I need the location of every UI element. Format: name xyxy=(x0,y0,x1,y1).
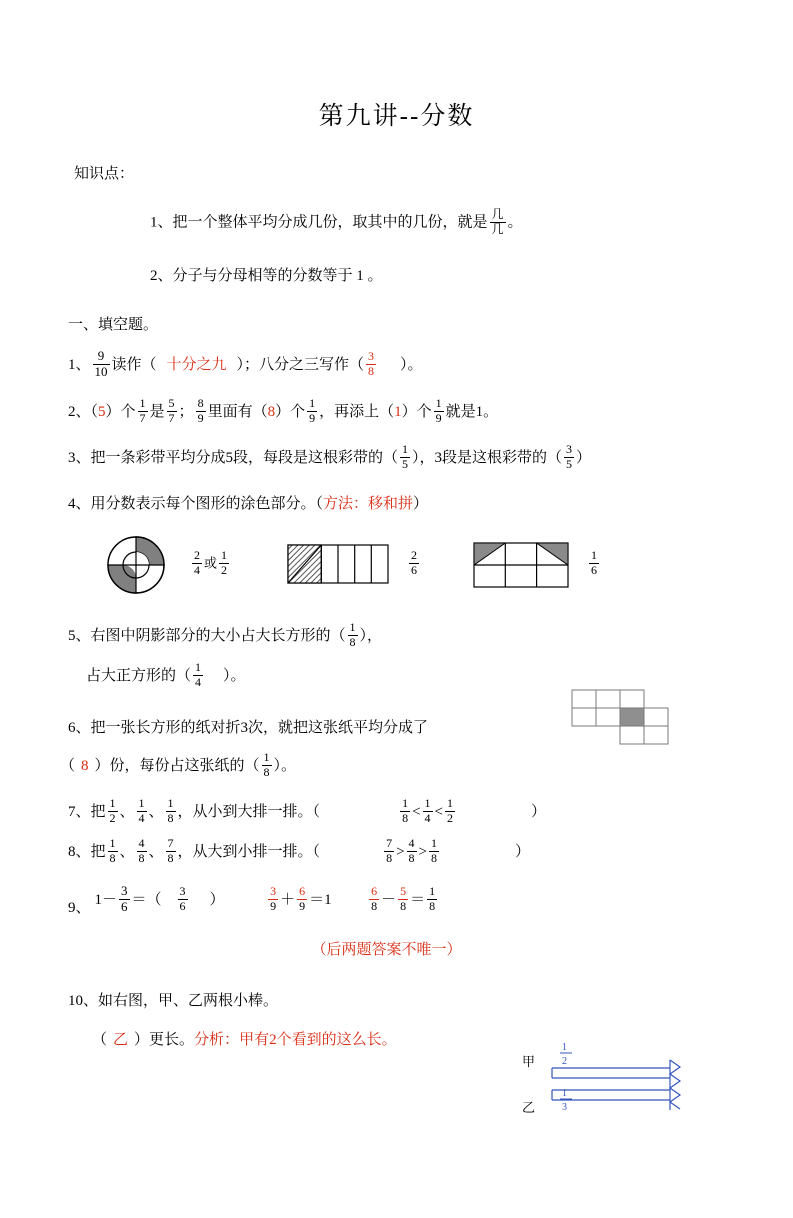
question-9 xyxy=(68,882,793,916)
q4-fig1-answer xyxy=(190,550,231,579)
q10-analysis-label: 分析： xyxy=(194,1031,240,1048)
q8-t4: ，从大到小排一排。（ xyxy=(177,843,321,860)
q1-lead: 1、 xyxy=(68,356,91,373)
q8-t1: 8、把 xyxy=(68,843,106,860)
q9-e3-frac-a: $\frac{6}{8}$ xyxy=(371,883,378,913)
q8-ans-frac-b: $\frac{4}{8}$ xyxy=(408,835,415,865)
section-1-title: 一、填空题。 xyxy=(68,316,159,333)
q9-e3-result-frac: $\frac{1}{8}$ xyxy=(429,883,436,913)
q5-frac-1-4: $\frac{1}{4}$ xyxy=(195,659,202,689)
q9-e1-mid: ＝（ xyxy=(131,891,162,908)
q4-fig2-frac: $\frac{2}{6}$ xyxy=(411,548,418,578)
q4-method-label: 方法： xyxy=(323,495,369,512)
q9-note: （后两题答案不唯一） xyxy=(311,941,462,958)
q2-answer-2: 8 xyxy=(267,403,276,420)
q2-t7: ）个 xyxy=(401,403,432,420)
q6-t1: 6、把一张长方形的纸对折3次，就把这张纸平均分成了 xyxy=(68,719,429,736)
q10-sticks-figure xyxy=(520,1034,710,1130)
q5-t2: ）， xyxy=(359,627,383,644)
svg-text:1: 1 xyxy=(562,1042,567,1053)
q7-frac-1-8: $\frac{1}{8}$ xyxy=(167,795,174,825)
q2-t6: ，再添上（ xyxy=(319,403,395,420)
q3-t3: ） xyxy=(576,449,592,466)
q9-lead: 9、 xyxy=(68,899,91,916)
q4-fig2-answer xyxy=(407,550,421,579)
q8-ans-frac-a: $\frac{7}{8}$ xyxy=(386,835,393,865)
q7-t2: 、 xyxy=(119,803,135,820)
q3-frac-3-5: $\frac{3}{5}$ xyxy=(566,441,573,471)
q7-t1: 7、把 xyxy=(68,803,106,820)
q9-e3-eq: ＝ xyxy=(410,891,426,908)
q8-t2: 、 xyxy=(119,843,135,860)
q2-frac-1-7: $\frac{1}{7}$ xyxy=(139,395,146,425)
q8-frac-1-8: $\frac{1}{8}$ xyxy=(109,835,116,865)
q8-ans-op1: > xyxy=(396,843,405,860)
knowledge-point-1-suffix: 。 xyxy=(507,214,523,231)
striped-rectangle-figure xyxy=(287,544,389,586)
q6-t2: （ xyxy=(60,757,76,774)
q6-t4: ）。 xyxy=(273,757,297,774)
q3-t1: 3、把一条彩带平均分成5段，每段是这根彩带的（ xyxy=(68,449,399,466)
q9-e3-frac-b: $\frac{5}{8}$ xyxy=(400,883,407,913)
q2-answer-1: 5 xyxy=(98,403,106,420)
q7-ans-frac-b: $\frac{1}{4}$ xyxy=(424,795,431,825)
q2-t5: ）个 xyxy=(275,403,306,420)
q9-e1-right: ） xyxy=(209,891,225,908)
circle-quarters-figure xyxy=(100,533,172,597)
q5-frac-1-8: $\frac{1}{8}$ xyxy=(349,619,356,649)
q6-t3: ）份，每份占这张纸的（ xyxy=(94,757,260,774)
svg-text:2: 2 xyxy=(562,1056,567,1067)
q1-text-3: ）。 xyxy=(400,356,423,373)
question-3 xyxy=(68,443,793,473)
q4-fig1-frac-b: $\frac{1}{2}$ xyxy=(221,548,228,578)
q8-frac-7-8: $\frac{7}{8}$ xyxy=(167,835,174,865)
q1-text-1: 读作（ xyxy=(111,356,157,373)
q8-ans-frac-c: $\frac{1}{8}$ xyxy=(431,835,437,865)
question-10 xyxy=(68,989,793,1010)
q7-t5: ） xyxy=(531,803,547,820)
q3-t2: ），3段是这根彩带的（ xyxy=(412,449,563,466)
q9-e3-op: － xyxy=(381,891,397,908)
question-7 xyxy=(68,797,793,827)
knowledge-point-1 xyxy=(150,209,793,238)
question-4 xyxy=(68,489,793,519)
svg-text:3: 3 xyxy=(562,1102,567,1113)
q7-ans-op1: < xyxy=(412,803,421,820)
svg-text:甲: 甲 xyxy=(522,1054,536,1069)
q2-t1: ）个 xyxy=(105,403,136,420)
triangles-rectangle-figure xyxy=(473,542,569,588)
knowledge-label: 知识点： xyxy=(74,166,135,182)
q1-answer-1: 十分之九 xyxy=(166,356,227,373)
q10-t2: （ xyxy=(92,1031,108,1048)
q7-frac-1-4: $\frac{1}{4}$ xyxy=(138,795,145,825)
q7-ans-frac-a: $\frac{1}{8}$ xyxy=(402,795,409,825)
fraction-ji-ji: $\frac{\text{几}}{\text{几}}$ xyxy=(491,207,504,236)
q2-t4: 里面有（ xyxy=(207,403,268,420)
knowledge-point-2: 2、分子与分母相等的分数等于 1 。 xyxy=(150,267,383,284)
q9-e2-frac-b: $\frac{6}{9}$ xyxy=(299,883,306,913)
q8-ans-op2: > xyxy=(418,843,427,860)
q9-e1-frac: $\frac{3}{6}$ xyxy=(121,882,128,914)
q9-e2-eq: ＝ xyxy=(309,891,325,908)
q2-t2: 是 xyxy=(149,403,165,420)
q2-t8: 就是1。 xyxy=(445,403,499,420)
q4-t2: ） xyxy=(413,495,429,512)
q7-ans-op2: < xyxy=(434,803,443,820)
q4-fig1-or: 或 xyxy=(204,555,218,571)
q10-analysis-value: 甲有2个看到的这么长。 xyxy=(239,1031,397,1048)
q1-answer-fraction: $\frac{3}{8}$ xyxy=(368,348,375,378)
question-1 xyxy=(68,347,793,381)
q5-t4: ）。 xyxy=(223,667,246,684)
q7-frac-1-2: $\frac{1}{2}$ xyxy=(109,795,116,825)
q4-t1: 4、用分数表示每个图形的涂色部分。（ xyxy=(68,495,324,512)
q9-e1-left: 1－ xyxy=(94,891,118,908)
q4-fig1-frac-a: $\frac{2}{4}$ xyxy=(194,548,200,578)
q8-frac-4-8: $\frac{4}{8}$ xyxy=(138,835,145,865)
q5-t3: 占大正方形的（ xyxy=(86,667,192,684)
q4-fig3-frac: $\frac{1}{6}$ xyxy=(591,548,598,578)
q4-fig3-answer xyxy=(587,550,601,579)
question-8 xyxy=(68,837,793,867)
question-2 xyxy=(68,397,793,427)
q6-frac-1-8: $\frac{1}{8}$ xyxy=(263,749,270,779)
q2-frac-1-9-b: $\frac{1}{9}$ xyxy=(435,395,442,425)
q1-fraction-9-10: $\frac{9}{10}$ xyxy=(94,347,108,379)
page-title: 第九讲--分数 xyxy=(318,103,475,130)
question-6 xyxy=(68,713,793,743)
q7-ans-frac-c: $\frac{1}{2}$ xyxy=(447,795,453,825)
question-6-line2 xyxy=(60,751,793,781)
q3-frac-1-5: $\frac{1}{5}$ xyxy=(402,441,409,471)
q2-t3: ； xyxy=(178,403,194,420)
svg-text:1: 1 xyxy=(562,1088,567,1099)
q5-t1: 5、右图中阴影部分的大小占大长方形的（ xyxy=(68,627,346,644)
q4-method-value: 移和拼 xyxy=(368,495,414,512)
q2-frac-1-9-a: $\frac{1}{9}$ xyxy=(309,395,316,425)
q9-e2-result: 1 xyxy=(324,891,332,908)
q7-t4: ，从小到大排一排。（ xyxy=(177,803,321,820)
q1-text-2: ）；八分之三写作（ xyxy=(236,356,365,373)
q6-answer-1: 8 xyxy=(81,757,89,774)
q7-t3: 、 xyxy=(148,803,164,820)
q10-t3: ）更长。 xyxy=(134,1031,195,1048)
question-5 xyxy=(68,621,793,651)
q10-t1: 10、如右图，甲、乙两根小棒。 xyxy=(68,992,279,1009)
q2-lead: 2、（ xyxy=(68,403,99,420)
svg-text:乙: 乙 xyxy=(522,1100,536,1115)
q9-e2-frac-a: $\frac{3}{9}$ xyxy=(270,883,277,913)
q2-answer-3: 1 xyxy=(394,403,402,420)
q2-frac-8-9: $\frac{8}{9}$ xyxy=(197,395,204,425)
q10-answer: 乙 xyxy=(113,1031,129,1048)
q9-e1-answer-frac: $\frac{3}{6}$ xyxy=(179,883,186,913)
q9-e2-op: ＋ xyxy=(280,891,296,908)
worksheet-page xyxy=(0,96,793,1218)
q2-frac-5-7: $\frac{5}{7}$ xyxy=(168,395,175,425)
knowledge-point-1-text: 1、把一个整体平均分成几份，取其中的几份，就是 xyxy=(150,214,488,231)
q4-figures-row xyxy=(100,533,793,597)
q8-t5: ） xyxy=(515,843,531,860)
q8-t3: 、 xyxy=(148,843,164,860)
